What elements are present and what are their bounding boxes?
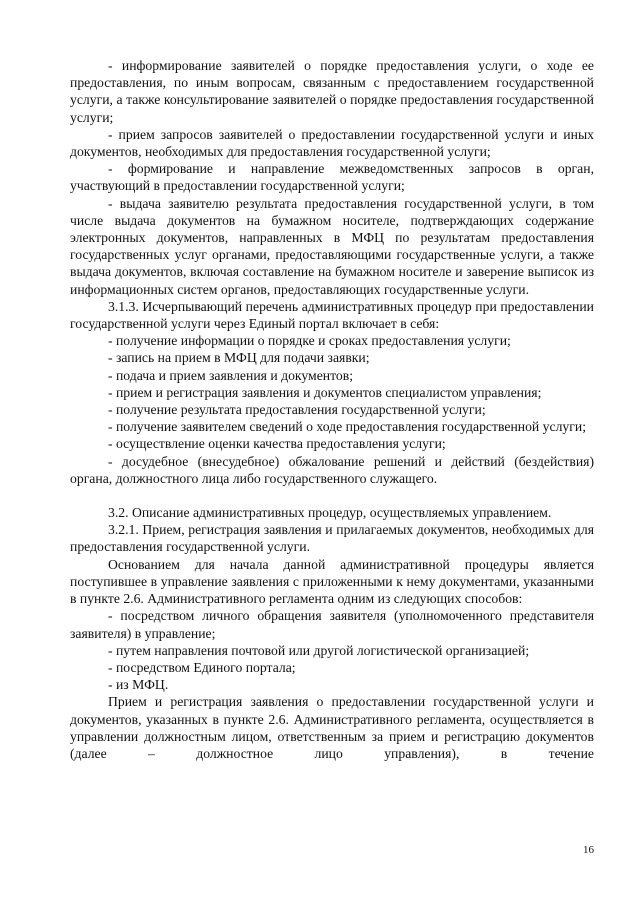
- list-item-submission: - подача и прием заявления и документов;: [108, 367, 354, 383]
- list-item-result: - получение результата предоставления государственной услуги;: [108, 402, 486, 418]
- list-item-appointment: - запись на прием в МФЦ для подачи заявки;: [108, 350, 370, 366]
- paragraph-section-3-2-1: 3.2.1. Прием, регистрация заявления и прилагаемых документов, необходимых для предоставления государственной услуги.: [70, 522, 594, 555]
- page-number: 16: [583, 844, 594, 856]
- list-item-mfc: - из МФЦ.: [108, 677, 169, 693]
- paragraph-basis: Основанием для начала данной административной процедуры является поступившее в управление заявления с приложенными к нему документами, указанными в пункте 2.6. Административного регламента одним из следующих способов:: [70, 556, 594, 607]
- list-item-status: - получение заявителем сведений о ходе предоставления государственной услуги;: [108, 419, 587, 435]
- paragraph-request-intake: - прием запросов заявителей о предоставлении государственной услуги и иных документов, необходимых для предоставления государственной услуги;: [70, 126, 594, 160]
- list-item-personal: - посредством личного обращения заявителя (уполномоченного представителя заявителя) в управление;: [70, 608, 594, 641]
- paragraph-informing: - информирование заявителей о порядке предоставления услуги, о ходе ее предоставления, по иным вопросам, связанным с предоставлением государственной услуги, а также консультирование заявителей о порядке предоставления государственной услуги;: [70, 58, 594, 125]
- document-body: [70, 57, 594, 762]
- list-item-portal: - посредством Единого портала;: [108, 659, 296, 675]
- list-item-quality: - осуществление оценки качества предоставления услуги;: [108, 436, 446, 452]
- list-item-info: - получение информации о порядке и сроках предоставления услуги;: [108, 333, 511, 349]
- list-item-appeal: - досудебное (внесудебное) обжалование решений и действий (бездействия) органа, должностного лица либо государственного служащего.: [70, 453, 594, 486]
- paragraph-section-3-2: 3.2. Описание административных процедур, осуществляемых управлением.: [108, 505, 552, 521]
- paragraph-reception: Прием и регистрация заявления о предоставлении государственной услуги и документов, указанных в пункте 2.6. Административного регламента, осуществляется в управлении должностным лицом, ответственным за прием и регистрацию документов (далее – должностное лицо управления), в течение: [70, 694, 594, 761]
- paragraph-section-3-1-3: 3.1.3. Исчерпывающий перечень административных процедур при предоставлении государственной услуги через Единый портал включает в себя:: [70, 298, 594, 332]
- list-item-registration: - прием и регистрация заявления и документов специалистом управления;: [108, 384, 542, 400]
- section-gap: [70, 487, 594, 504]
- list-item-mail: - путем направления почтовой или другой логистической организацией;: [108, 642, 530, 658]
- paragraph-result-issuance: - выдача заявителю результата предоставления государственной услуги, в том числе выдача документов на бумажном носителе, подтверждающих содержание электронных документов, направленных в МФЦ по результатам предоставления государственных услуг органами, предоставляющими государственные услуги, а также выдача документов, включая составление на бумажном носителе и заверение выписок из информационных систем органов, предоставляющих государственные услуги.: [70, 195, 594, 297]
- paragraph-interagency-requests: - формирование и направление межведомственных запросов в орган, участвующий в предоставлении государственной услуги;: [70, 161, 594, 194]
